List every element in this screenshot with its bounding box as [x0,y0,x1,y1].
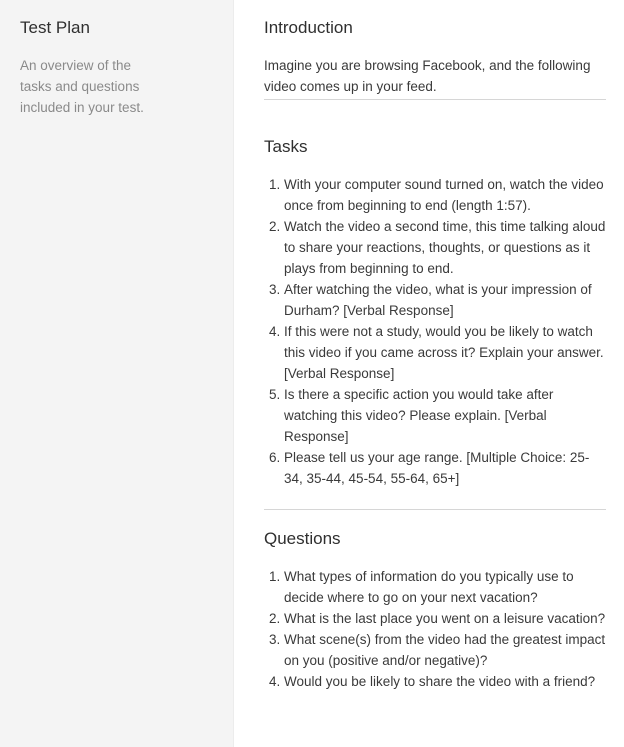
task-item: 6. Please tell us your age range. [Multiple Choice: 25-34, 35-44, 45-54, 55-64, 65+] [284,447,606,489]
introduction-section [264,0,606,100]
task-item: 3. After watching the video, what is your impression of Durham? [Verbal Response] [284,279,606,321]
task-item: 1. With your computer sound turned on, watch the video once from beginning to end (length 1:57). [284,174,606,216]
question-item: 2. What is the last place you went on a leisure vacation? [284,608,606,629]
task-item: 4. If this were not a study, would you be likely to watch this video if you came across it? Explain your answer. [Verbal Response] [284,321,606,384]
task-item: 5. Is there a specific action you would take after watching this video? Please explain. [Verbal Response] [284,384,606,447]
tasks-list [264,174,606,489]
introduction-text: Imagine you are browsing Facebook, and the following video comes up in your feed. [264,58,591,94]
questions-list [264,566,606,692]
question-item: 4. Would you be likely to share the video with a friend? [284,671,606,692]
question-item: 1. What types of information do you typically use to decide where to go on your next vacation? [284,566,606,608]
test-plan-content [264,0,606,689]
tasks-section [264,136,606,510]
sidebar-title: Test Plan [20,18,90,37]
question-item: 3. What scene(s) from the video had the greatest impact on you (positive and/or negative)? [284,629,606,671]
questions-section [264,528,606,692]
task-item: 2. Watch the video a second time, this time talking aloud to share your reactions, thoughts, or questions as it plays from beginning to end. [284,216,606,279]
questions-title: Questions [264,529,341,548]
sidebar-description: An overview of the tasks and questions included in your test. [20,58,144,115]
introduction-title: Introduction [264,18,353,37]
sidebar [0,0,234,747]
tasks-title: Tasks [264,137,308,156]
